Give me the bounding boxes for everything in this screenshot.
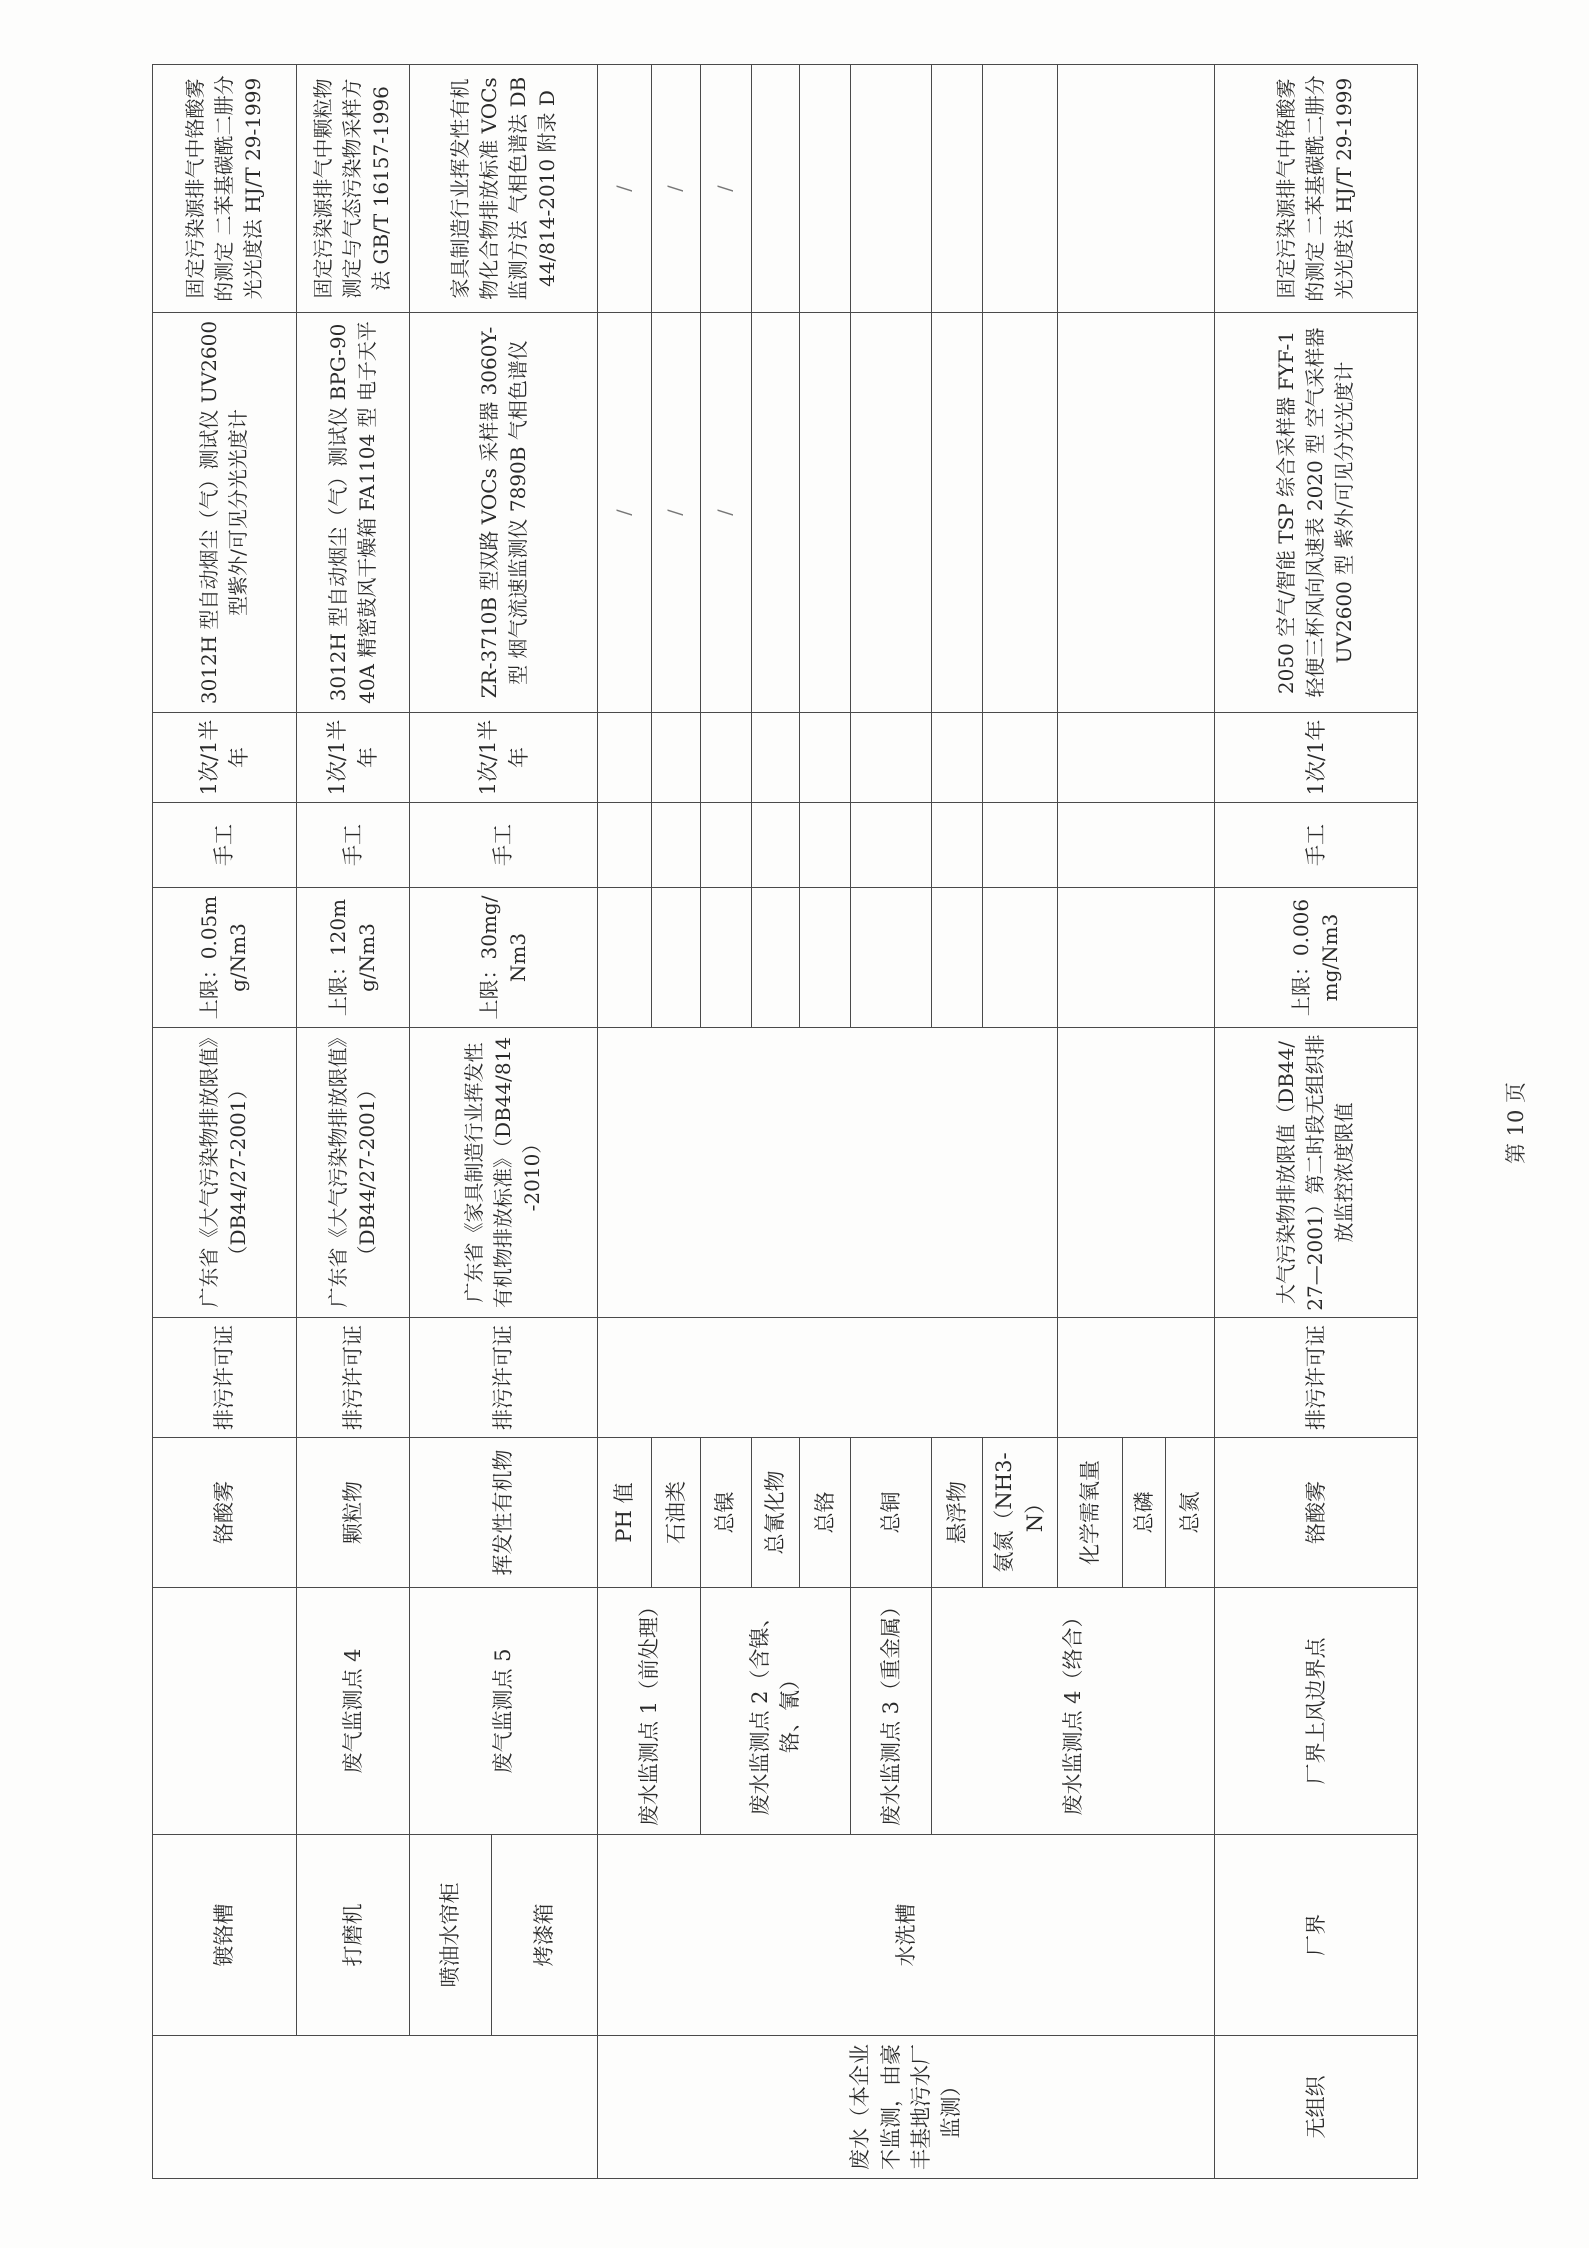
frequency-cell-empty xyxy=(1058,713,1215,803)
frequency-cell-empty xyxy=(700,713,751,803)
point-cell: 厂界上风边界点 xyxy=(1214,1588,1417,1835)
source-cell: 打磨机 xyxy=(296,1835,409,2036)
frequency-cell: 1次/1年 xyxy=(1214,713,1417,803)
limit-cell: 上限：0.006mg/Nm3 xyxy=(1214,888,1417,1028)
equipment-cell-empty xyxy=(800,313,851,713)
pollutant-cell: 氨氮（NH3-N） xyxy=(982,1438,1057,1588)
method-cell: / xyxy=(652,65,701,313)
pollutant-cell: 总铜 xyxy=(850,1438,931,1588)
equipment-cell-empty xyxy=(1058,313,1215,713)
equipment-cell: 3012H 型自动烟尘（气）测试仪 UV2600 型紫外/可见分光光度计 xyxy=(153,313,297,713)
equipment-cell: ZR-3710B 型双路 VOCs 采样器 3060Y-型 烟气流速监测仪 7890B 气相色谱仪 xyxy=(410,313,598,713)
pollutant-cell: 铬酸雾 xyxy=(153,1438,297,1588)
frequency-cell-empty xyxy=(931,713,982,803)
method-cell: 固定污染源排气中铬酸雾的测定 二苯基碳酰二肼分光光度法 HJ/T 29-1999 xyxy=(1214,65,1417,313)
frequency-cell-empty xyxy=(800,713,851,803)
monitoring-table xyxy=(152,64,1418,2179)
pollutant-cell: 总镍 xyxy=(700,1438,751,1588)
table-row xyxy=(1214,65,1417,2179)
equipment-cell-empty xyxy=(931,313,982,713)
mode-cell: 手工 xyxy=(153,803,297,888)
mode-cell-empty xyxy=(1058,803,1215,888)
method-cell-empty xyxy=(800,65,851,313)
category-cell-air xyxy=(153,2036,598,2179)
point-cell: 废气监测点 5 xyxy=(410,1588,598,1835)
mode-cell-empty xyxy=(751,803,800,888)
table-row xyxy=(153,65,297,2179)
limit-cell-empty xyxy=(931,888,982,1028)
mode-cell-empty xyxy=(652,803,701,888)
table-row xyxy=(598,65,652,2179)
point-cell: 废水监测点 4（络合） xyxy=(931,1588,1214,1835)
method-cell-empty xyxy=(982,65,1057,313)
standard-cell: 大气污染物排放限值（DB44/ 27—2001）第二时段无组织排放监控浓度限值 xyxy=(1214,1028,1417,1318)
method-cell: / xyxy=(700,65,751,313)
limit-cell-empty xyxy=(598,888,652,1028)
point-cell: 废水监测点 2（含镍、铬、氰） xyxy=(700,1588,850,1835)
mode-cell-empty xyxy=(700,803,751,888)
limit-cell: 上限：120mg/Nm3 xyxy=(296,888,409,1028)
equipment-cell: 2050 空气/智能 TSP 综合采样器 FYF-1 轻便三杯风向风速表 2020 型 空气采样器 UV2600 型 紫外/可见分光光度计 xyxy=(1214,313,1417,713)
source-cell: 厂界 xyxy=(1214,1835,1417,2036)
standard-cell: 广东省《家具制造行业挥发性有机物排放标准》（DB44/814-2010） xyxy=(410,1028,598,1318)
frequency-cell-empty xyxy=(982,713,1057,803)
method-cell-empty xyxy=(751,65,800,313)
limit-cell: 上限：0.05mg/Nm3 xyxy=(153,888,297,1028)
basis-cell: 排污许可证 xyxy=(296,1318,409,1438)
frequency-cell: 1次/1半年 xyxy=(296,713,409,803)
point-cell: 废水监测点 3（重金属） xyxy=(850,1588,931,1835)
equipment-cell: / xyxy=(700,313,751,713)
equipment-cell: / xyxy=(598,313,652,713)
method-cell: 固定污染源排气中颗粒物测定与气态污染物采样方法 GB/T 16157-1996 xyxy=(296,65,409,313)
mode-cell-empty xyxy=(598,803,652,888)
source-cell: 喷油水帘柜 xyxy=(410,1835,492,2036)
pollutant-cell: 总磷 xyxy=(1122,1438,1165,1588)
limit-cell-empty xyxy=(982,888,1057,1028)
equipment-cell: 3012H 型自动烟尘（气）测试仪 BPG-9040A 精密鼓风干燥箱 FA1104 型 电子天平 xyxy=(296,313,409,713)
category-cell-fugitive: 无组织 xyxy=(1214,2036,1417,2179)
basis-cell-empty xyxy=(1058,1318,1215,1438)
limit-cell: 上限：30mg/Nm3 xyxy=(410,888,598,1028)
limit-cell-empty xyxy=(652,888,701,1028)
mode-cell-empty xyxy=(982,803,1057,888)
equipment-cell-empty xyxy=(751,313,800,713)
pollutant-cell: 总氮 xyxy=(1166,1438,1215,1588)
point-cell xyxy=(153,1588,297,1835)
point-cell: 废水监测点 1（前处理） xyxy=(598,1588,701,1835)
source-cell: 镀铬槽 xyxy=(153,1835,297,2036)
limit-cell-empty xyxy=(800,888,851,1028)
mode-cell: 手工 xyxy=(410,803,598,888)
basis-cell-empty xyxy=(598,1318,1058,1438)
pollutant-cell: 铬酸雾 xyxy=(1214,1438,1417,1588)
source-cell: 烤漆箱 xyxy=(492,1835,598,2036)
method-cell-empty xyxy=(931,65,982,313)
equipment-cell-empty xyxy=(982,313,1057,713)
pollutant-cell: 总铬 xyxy=(800,1438,851,1588)
mode-cell-empty xyxy=(850,803,931,888)
table-row xyxy=(410,65,492,2179)
source-cell: 水洗槽 xyxy=(598,1835,1215,2036)
frequency-cell: 1次/1半年 xyxy=(410,713,598,803)
method-cell-empty xyxy=(850,65,931,313)
pollutant-cell: 颗粒物 xyxy=(296,1438,409,1588)
frequency-cell-empty xyxy=(598,713,652,803)
category-cell-wastewater: 废水（本企业不监测，由豪丰基地污水厂监测） xyxy=(598,2036,1215,2179)
method-cell: 固定污染源排气中铬酸雾的测定 二苯基碳酰二肼分光光度法 HJ/T 29-1999 xyxy=(153,65,297,313)
standard-cell-empty xyxy=(598,1028,1058,1318)
limit-cell-empty xyxy=(850,888,931,1028)
basis-cell: 排污许可证 xyxy=(153,1318,297,1438)
pollutant-cell: PH 值 xyxy=(598,1438,652,1588)
point-cell: 废气监测点 4 xyxy=(296,1588,409,1835)
frequency-cell-empty xyxy=(652,713,701,803)
method-cell: / xyxy=(598,65,652,313)
table-row xyxy=(296,65,409,2179)
pollutant-cell: 挥发性有机物 xyxy=(410,1438,598,1588)
method-cell: 家具制造行业挥发性有机物化合物排放标准 VOCs 监测方法 气相色谱法 DB44/814-2010 附录 D xyxy=(410,65,598,313)
pollutant-cell: 总氰化物 xyxy=(751,1438,800,1588)
equipment-cell-empty xyxy=(850,313,931,713)
frequency-cell: 1次/1半年 xyxy=(153,713,297,803)
pollutant-cell: 化学需氧量 xyxy=(1058,1438,1123,1588)
frequency-cell-empty xyxy=(751,713,800,803)
limit-cell-empty xyxy=(1058,888,1215,1028)
standard-cell-empty xyxy=(1058,1028,1215,1318)
page-number: 第 10 页 xyxy=(1504,1081,1528,1165)
mode-cell-empty xyxy=(800,803,851,888)
frequency-cell-empty xyxy=(850,713,931,803)
standard-cell: 广东省《大气污染物排放限值》（DB44/27-2001） xyxy=(296,1028,409,1318)
standard-cell: 广东省《大气污染物排放限值》（DB44/27-2001） xyxy=(153,1028,297,1318)
basis-cell: 排污许可证 xyxy=(1214,1318,1417,1438)
mode-cell-empty xyxy=(931,803,982,888)
method-cell-empty xyxy=(1058,65,1215,313)
pollutant-cell: 石油类 xyxy=(652,1438,701,1588)
pollutant-cell: 悬浮物 xyxy=(931,1438,982,1588)
equipment-cell: / xyxy=(652,313,701,713)
mode-cell: 手工 xyxy=(296,803,409,888)
limit-cell-empty xyxy=(751,888,800,1028)
limit-cell-empty xyxy=(700,888,751,1028)
basis-cell: 排污许可证 xyxy=(410,1318,598,1438)
mode-cell: 手工 xyxy=(1214,803,1417,888)
